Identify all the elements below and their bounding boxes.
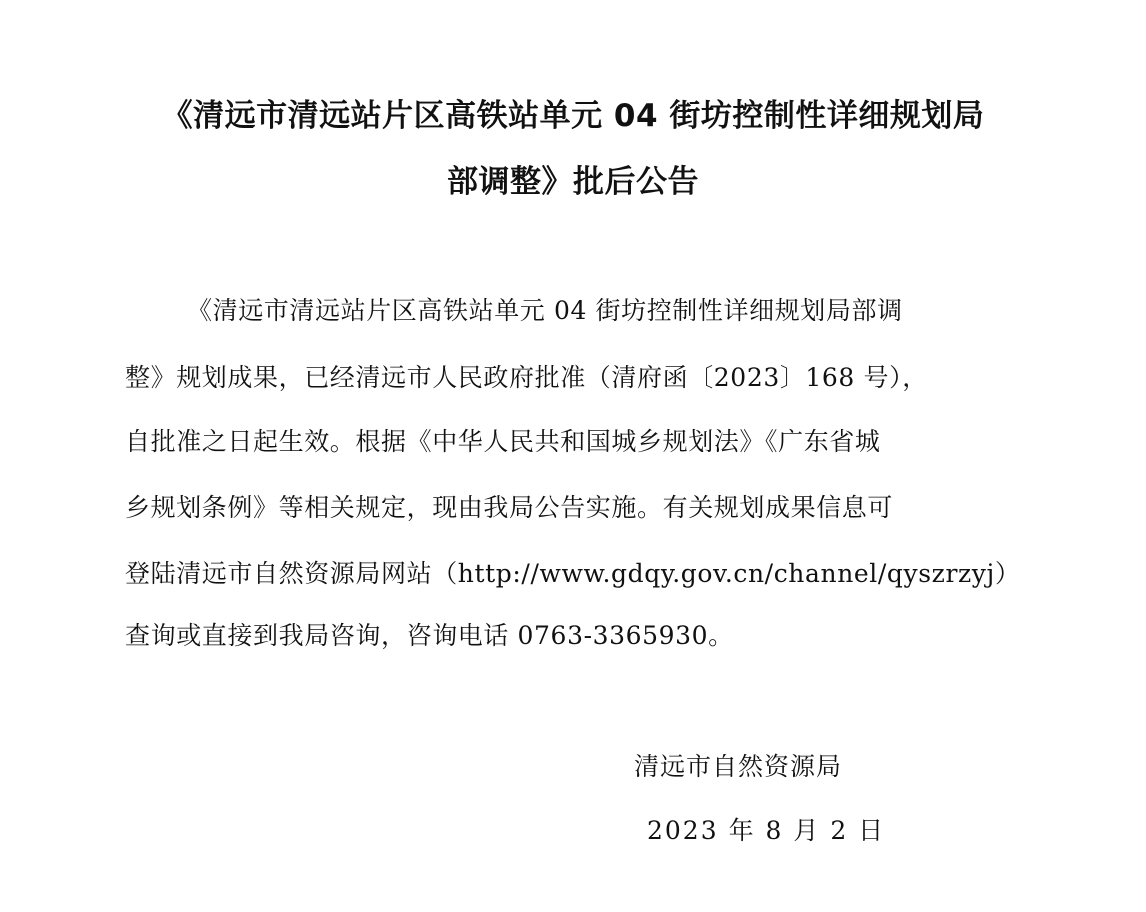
- signature-date: 2023 年 8 月 2 日: [647, 816, 886, 845]
- document-title-line-2: 部调整》批后公告: [447, 164, 699, 200]
- paragraph-line-4: 乡规划条例》等相关规定，现由我局公告实施。有关规划成果信息可: [125, 493, 894, 522]
- paragraph-line-6-phone: 查询或直接到我局咨询，咨询电话 0763-3365930。: [125, 621, 734, 650]
- paragraph-line-5-website: 登陆清远市自然资源局网站（http://www.gdqy.gov.cn/channel/qyszrzyj）: [125, 559, 1021, 588]
- paragraph-line-1: 《清远市清远站片区高铁站单元 04 街坊控制性详细规划局部调: [187, 296, 903, 325]
- signature-organization: 清远市自然资源局: [634, 752, 843, 781]
- paragraph-line-3: 自批准之日起生效。根据《中华人民共和国城乡规划法》《广东省城: [125, 427, 881, 456]
- document-title-line-1: 《清远市清远站片区高铁站单元 04 街坊控制性详细规划局: [161, 98, 985, 134]
- paragraph-line-2: 整》规划成果，已经清远市人民政府批准（清府函〔2023〕168 号），: [125, 363, 928, 392]
